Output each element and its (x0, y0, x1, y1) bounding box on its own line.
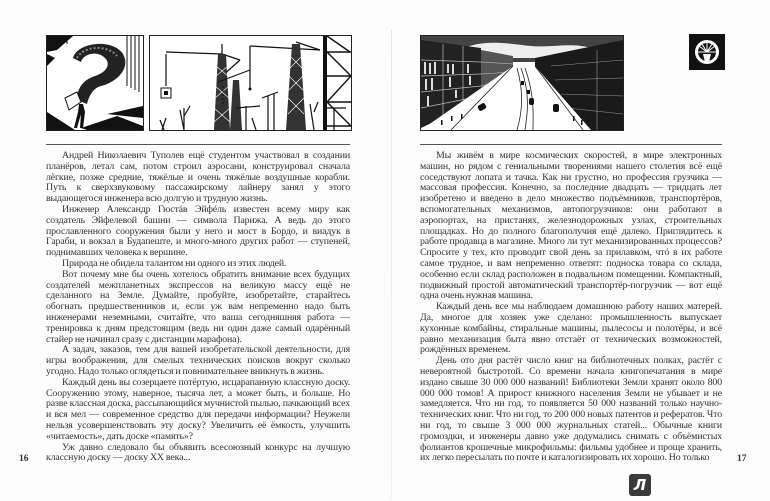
paragraph: А задач, заказов, тем для вашей изобретательской деятельности, для игры воображения, для смелых технических поисков вокруг сколько угодно. Надо только оглядеться и повнимательнее вникнуть в жизнь. (46, 344, 350, 377)
bookshelf-highway-illustration (420, 35, 624, 131)
paragraph: День ото дня растёт число книг на библиотечных полках, растёт с невероятной быстротой. Со времени начала книгопечатания в мире издано свыше 30 000 000 названий! Библиотеки Земли хранят около 800 000 000 томов! А прирост книжного населения Земли не убывает и не замедляется. Что ни год, то появляется 50 000 названий только научно-технических книг. Что ни год, то 200 000 новых патентов и рефератов. Что ни год, то свыше 3 000 000 журнальных статей... Обычные книги громоздки, и инженеры давно уже додумались снимать с объёмистых фолиантов крошечные микрофильмы: фильмы удобнее и проще хранить, их легко пересылать по почте и каталогизировать их хорошо. Но только (420, 355, 722, 464)
paragraph: Вот почему мне бы очень хотелось обратить внимание всех будущих создателей межпланетных экспрессов на великую массу ещё не сделанного на Земле. Думайте, пробуйте, изобретайте, старайтесь обогнать предшественников и, если уж вам непременно надо быть инженерами неземными, считайте, что ваша сегодняшняя работа — тренировка к дням предстоящим (ведь ни один даже самый одарённый стайер не начинал сразу с дистанции марафона). (46, 268, 350, 345)
right-page (392, 0, 770, 501)
header-rule (46, 144, 350, 145)
paragraph: Инженер Александр Гюстáв Эйфéль известен всему миру как создатель Эйфелевой башни — символа Парижа. А ведь до этого прославленного сооружения были у него и мост в Бордо, и виадук в Гараби, и вокзал в Будапеште, и много-много других работ — ступеней, поднимавших человека к вершине. (46, 203, 350, 259)
right-page-body (420, 151, 722, 465)
paragraph: Уж давно следовало бы объявить всесоюзный конкурс на лучшую классную доску — доску XX века... (46, 441, 350, 464)
paragraph: Природа не обидела талантом ни одного из этих людей. (62, 257, 287, 269)
paragraph: Мы живём в мире космических скоростей, в мире электронных машин, но рядом с гениальными творениями нашего столетия всё ещё соседствуют лопата и тачка. Как ни грустно, но профессия грузчика — массовая профессия. Конечно, за последние двадцать — тридцать лет изобретено и введено в дело множество подъёмников, транспортёров, вспомогательных механизмов, автопогрузчиков: они работают в аэропортах, на пристанях, железнодорожных узлах, строительных площадках. Но до полного благополучия ещё далеко. Приглядитесь к работе продавца в магазине. Много ли тут механизированных процессов? Спросите у тех, кто проводит свой день за прилавком, чтó в их работе самое трудное, и вам непременно ответят: подноска товара со склада, особенно если склад расположен в подвальном помещении. Компактный, подвижный простой автоматический транспортёр-погрузчик — вот ещё одна очень нужная машина. (420, 151, 722, 302)
page-number-left: 16 (19, 454, 29, 464)
turbine-emblem-icon (689, 34, 725, 70)
paragraph: Каждый день вы созерцаете потёртую, исцарапанную классную доску. Сооружению этому, наверное, тысяча лет, а может быть, и больше. Но разве классная доска, рассыпающийся мучнистой пылью, пачкающий всех и вся мел — современное средство для передачи информации? Неужели нельзя усовершенствовать эту доску? Увеличить её ёмкость, улучшить «читаемость», дать доске «память»? (46, 376, 350, 442)
labirint-logo-icon: Л (629, 474, 651, 496)
left-page-body (46, 151, 350, 465)
tower-cranes-illustration (149, 35, 352, 131)
header-rule (420, 144, 722, 145)
page-number-right: 17 (737, 454, 747, 464)
question-mark-carrier-illustration (46, 35, 144, 131)
paragraph: Каждый день все мы наблюдаем домашнюю работу наших матерей. Да, многое для хозяек уже сделано: промышленность выпускает кухонные комбайны, стиральные машины, пылесосы и полотёры, и всё равно механизация быта явно отстаёт от технических возможностей, рождённых временем. (420, 301, 722, 356)
paragraph: Андрей Николаевич Туполев ещё студентом участвовал в создании планёров, летал сам, потом строил аэросани, конструировал сначала лёгкие, позже средние, тяжёлые и очень тяжёлые воздушные корабли. Путь к сверхзвуковому пассажирскому лайнеру занял у этого выдающегося инженера всю долгую и трудную жизнь. (46, 151, 350, 205)
